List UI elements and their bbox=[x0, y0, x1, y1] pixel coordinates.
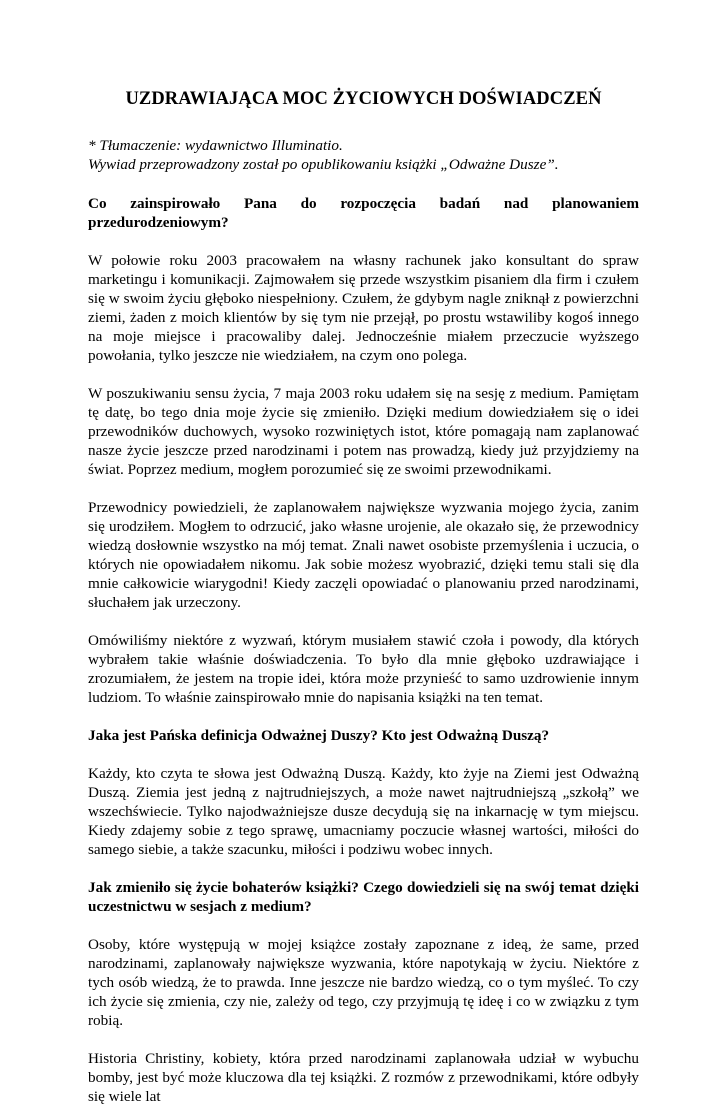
answer-3-paragraph-1: Osoby, które występują w mojej książce zostały zapoznane z ideą, że same, przed narodzinami, zaplanowały największe wyzwania, które napotykają w życiu. Niektóre z tych osób wiedzą, że to prawda. Inne jeszcze nie bardzo wiedzą, co o tym myśleć. To czy ich życie się zmienia, czy nie, zależy od tego, czy przyjmują tę ideę i co w związku z tym robią. bbox=[88, 936, 639, 1029]
question-2: Jaka jest Pańska definicja Odważnej Duszy? Kto jest Odważną Duszą? bbox=[88, 727, 550, 744]
translation-credit: * Tłumaczenie: wydawnictwo Illuminatio. bbox=[88, 137, 343, 154]
answer-1-paragraph-4: Omówiliśmy niektóre z wyzwań, którym musiałem stawić czoła i powody, dla których wybrałem takie właśnie doświadczenia. To było dla mnie głęboko uzdrawiające i zrozumiałem, że jestem na tropie idei, która może przynieść to samo uzdrowienie innym ludziom. To właśnie zainspirowało mnie do napisania książki na ten temat. bbox=[88, 632, 639, 706]
interview-note: Wywiad przeprowadzony został po opublikowaniu książki „Odważne Dusze”. bbox=[88, 156, 559, 173]
answer-2-paragraph-1: Każdy, kto czyta te słowa jest Odważną Duszą. Każdy, kto żyje na Ziemi jest Odważną Duszą. Ziemia jest jedną z najtrudniejszych, a może nawet najtrudniejszą „szkołą” we wszechświecie. Tylko najodważniejsze dusze decydują się na inkarnację w tym miejscu. Kiedy zdajemy sobie z tego sprawę, umacniamy poczucie własnej wartości, miłości do samego siebie, a także szacunku, miłości i podziwu wobec innych. bbox=[88, 765, 639, 858]
question-3: Jak zmieniło się życie bohaterów książki? Czego dowiedzieli się na swój temat dzięki uczestnictwu w sesjach z medium? bbox=[88, 879, 639, 915]
document-title: UZDRAWIAJĄCA MOC ŻYCIOWYCH DOŚWIADCZEŃ bbox=[125, 89, 602, 109]
question-1: Co zainspirowało Pana do rozpoczęcia badań nad planowaniem przedurodzeniowym? bbox=[88, 195, 639, 231]
answer-1-paragraph-1: W połowie roku 2003 pracowałem na własny rachunek jako konsultant do spraw marketingu i komunikacji. Zajmowałem się przede wszystkim pisaniem dla firm i czułem się w swoim życiu głęboko niespełniony. Czułem, że gdybym nagle zniknął z powierzchni ziemi, żaden z moich klientów by się tym nie przejął, po prostu wstawiliby kogoś innego na moje miejsce i pracowaliby dalej. Jednocześnie miałem przeczucie wyższego powołania, tylko jeszcze nie wiedziałem, na czym ono polega. bbox=[88, 252, 639, 364]
answer-1-paragraph-3: Przewodnicy powiedzieli, że zaplanowałem największe wyzwania mojego życia, zanim się urodziłem. Mogłem to odrzucić, jako własne urojenie, ale okazało się, że przewodnicy wiedzą dosłownie wszystko na mój temat. Znali nawet osobiste przemyślenia i uczucia, o których nie opowiadałem nikomu. Jak sobie możesz wyobrazić, dzięki temu stali się dla mnie całkowicie wiarygodni! Kiedy zaczęli opowiadać o planowaniu przed narodzinami, słuchałem jak urzeczony. bbox=[88, 499, 639, 611]
answer-3-paragraph-2: Historia Christiny, kobiety, która przed narodzinami zaplanowała udział w wybuchu bomby, jest być może kluczowa dla tej książki. Z rozmów z przewodnikami, które odbyły się wiele lat bbox=[88, 1050, 639, 1105]
translation-note bbox=[88, 136, 639, 174]
answer-1-paragraph-2: W poszukiwaniu sensu życia, 7 maja 2003 roku udałem się na sesję z medium. Pamiętam tę datę, bo tego dnia moje życie się zmieniło. Dzięki medium dowiedziałem się o idei przewodników duchowych, wysoko rozwiniętych istot, które pomagają nam zaplanować nasze życie jeszcze przed narodzinami i potem nas prowadzą, kiedy już przyjdziemy na świat. Poprzez medium, mogłem porozumieć się ze swoimi przewodnikami. bbox=[88, 385, 639, 478]
